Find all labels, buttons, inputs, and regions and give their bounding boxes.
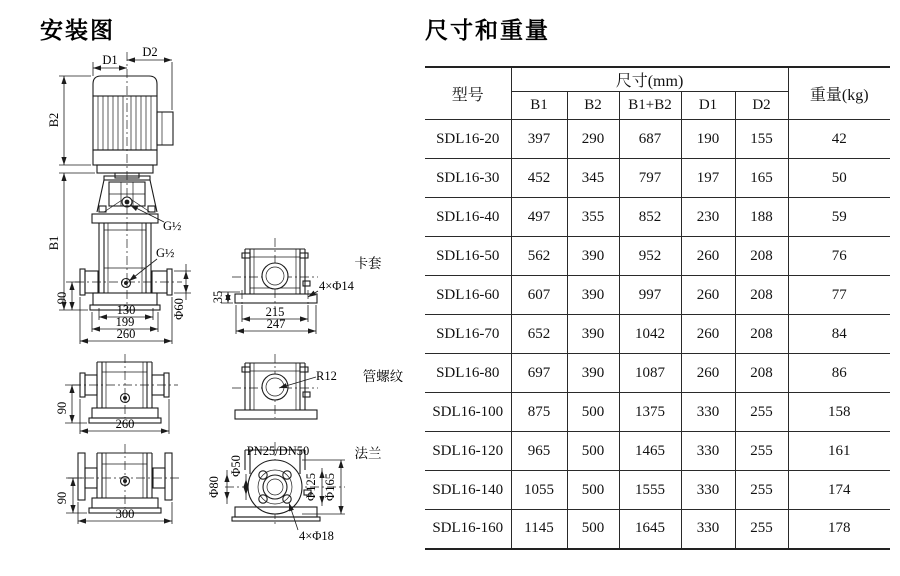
value-cell: 1055 (511, 471, 567, 510)
table-row (425, 315, 890, 354)
value-cell: 197 (681, 159, 735, 198)
value-cell: 397 (511, 120, 567, 159)
clamp-connection-view (211, 238, 382, 334)
value-cell: 190 (681, 120, 735, 159)
model-cell: SDL16-120 (425, 432, 511, 471)
dim-247-label: 247 (266, 317, 286, 331)
value-cell: 208 (735, 315, 788, 354)
flange-pn-label: PN25/DN50 (246, 444, 310, 458)
model-cell: SDL16-100 (425, 393, 511, 432)
value-cell: 390 (567, 315, 619, 354)
dim-35-label: 35 (211, 290, 225, 304)
col-header-d1: D1 (681, 92, 735, 120)
value-cell: 255 (735, 510, 788, 549)
dim-90-bottom-label: 90 (55, 491, 69, 505)
value-cell: 86 (788, 354, 890, 393)
col-header-b1b2: B1+B2 (619, 92, 681, 120)
value-cell: 562 (511, 237, 567, 276)
dim-260-front-label: 260 (116, 327, 136, 341)
col-header-b1: B1 (511, 92, 567, 120)
value-cell: 952 (619, 237, 681, 276)
col-header-weight: 重量(kg) (788, 67, 890, 120)
value-cell: 330 (681, 393, 735, 432)
value-cell: 50 (788, 159, 890, 198)
value-cell: 852 (619, 198, 681, 237)
value-cell: 255 (735, 393, 788, 432)
value-cell: 345 (567, 159, 619, 198)
thread-connection-view (232, 354, 404, 419)
holes-4x14-label: 4×Φ14 (319, 279, 354, 293)
table-row (425, 276, 890, 315)
g-half-top-label: G½ (163, 219, 182, 233)
holes-4x18-label: 4×Φ18 (299, 529, 334, 543)
dim-phi60-label: Φ60 (172, 298, 186, 320)
value-cell: 155 (735, 120, 788, 159)
dim-d1-label: D1 (102, 53, 118, 67)
value-cell: 997 (619, 276, 681, 315)
value-cell: 260 (681, 276, 735, 315)
value-cell: 330 (681, 471, 735, 510)
value-cell: 1375 (619, 393, 681, 432)
clamp-label: 卡套 (354, 256, 382, 271)
value-cell: 165 (735, 159, 788, 198)
dim-215-label: 215 (265, 305, 285, 319)
value-cell: 652 (511, 315, 567, 354)
model-cell: SDL16-160 (425, 510, 511, 549)
dim-phi165-label: Φ165 (323, 473, 337, 501)
dim-199-label: 199 (115, 315, 135, 329)
model-cell: SDL16-70 (425, 315, 511, 354)
value-cell: 330 (681, 432, 735, 471)
dim-90-front-label: 90 (55, 291, 69, 305)
value-cell: 1145 (511, 510, 567, 549)
value-cell: 330 (681, 510, 735, 549)
value-cell: 76 (788, 237, 890, 276)
value-cell: 1465 (619, 432, 681, 471)
value-cell: 208 (735, 354, 788, 393)
value-cell: 607 (511, 276, 567, 315)
dimensions-weight-title: 尺寸和重量 (425, 18, 550, 44)
dim-b2-label: B2 (47, 112, 61, 128)
value-cell: 230 (681, 198, 735, 237)
value-cell: 260 (681, 237, 735, 276)
table-row (425, 432, 890, 471)
value-cell: 1645 (619, 510, 681, 549)
spec-table (425, 66, 890, 550)
value-cell: 208 (735, 237, 788, 276)
value-cell: 687 (619, 120, 681, 159)
col-header-b2: B2 (567, 92, 619, 120)
table-row (425, 120, 890, 159)
col-header-dim-group: 尺寸(mm) (511, 67, 788, 92)
model-cell: SDL16-50 (425, 237, 511, 276)
installation-diagram-title: 安装图 (40, 18, 115, 44)
value-cell: 390 (567, 354, 619, 393)
flange-connection-view (207, 442, 382, 543)
model-cell: SDL16-30 (425, 159, 511, 198)
value-cell: 178 (788, 510, 890, 549)
dim-d2-label: D2 (142, 45, 158, 59)
value-cell: 158 (788, 393, 890, 432)
g-half-bottom-label: G½ (156, 246, 175, 260)
model-cell: SDL16-20 (425, 120, 511, 159)
thread-label: 管螺纹 (362, 369, 404, 384)
value-cell: 500 (567, 471, 619, 510)
dim-300-label: 300 (115, 507, 135, 521)
model-cell: SDL16-80 (425, 354, 511, 393)
value-cell: 500 (567, 432, 619, 471)
table-row (425, 237, 890, 276)
table-row (425, 198, 890, 237)
value-cell: 500 (567, 393, 619, 432)
value-cell: 59 (788, 198, 890, 237)
value-cell: 188 (735, 198, 788, 237)
thread-r12-label: R12 (316, 369, 337, 383)
value-cell: 355 (567, 198, 619, 237)
base-view-bottom (55, 444, 182, 524)
dim-90-mid-label: 90 (55, 401, 69, 415)
value-cell: 161 (788, 432, 890, 471)
front-view (47, 45, 191, 344)
value-cell: 452 (511, 159, 567, 198)
value-cell: 290 (567, 120, 619, 159)
table-row (425, 159, 890, 198)
value-cell: 500 (567, 510, 619, 549)
value-cell: 875 (511, 393, 567, 432)
value-cell: 77 (788, 276, 890, 315)
model-cell: SDL16-40 (425, 198, 511, 237)
base-view-mid (55, 354, 178, 434)
flange-label: 法兰 (354, 446, 382, 461)
value-cell: 255 (735, 471, 788, 510)
value-cell: 260 (681, 354, 735, 393)
value-cell: 1087 (619, 354, 681, 393)
value-cell: 84 (788, 315, 890, 354)
value-cell: 1042 (619, 315, 681, 354)
installation-diagram (0, 0, 420, 576)
col-header-model: 型号 (425, 67, 511, 120)
value-cell: 208 (735, 276, 788, 315)
value-cell: 255 (735, 432, 788, 471)
value-cell: 797 (619, 159, 681, 198)
table-row (425, 393, 890, 432)
dim-130-label: 130 (116, 303, 136, 317)
table-row (425, 510, 890, 549)
value-cell: 260 (681, 315, 735, 354)
col-header-d2: D2 (735, 92, 788, 120)
value-cell: 497 (511, 198, 567, 237)
dim-phi125-label: Φ125 (304, 473, 318, 501)
model-cell: SDL16-140 (425, 471, 511, 510)
model-cell: SDL16-60 (425, 276, 511, 315)
value-cell: 390 (567, 276, 619, 315)
table-row (425, 471, 890, 510)
value-cell: 965 (511, 432, 567, 471)
dim-phi50-label: Φ50 (229, 455, 243, 477)
value-cell: 390 (567, 237, 619, 276)
dim-phi80-label: Φ80 (207, 476, 221, 498)
dim-b1-label: B1 (47, 235, 61, 251)
table-row (425, 354, 890, 393)
value-cell: 174 (788, 471, 890, 510)
dim-260-mid-label: 260 (115, 417, 135, 431)
value-cell: 697 (511, 354, 567, 393)
value-cell: 42 (788, 120, 890, 159)
value-cell: 1555 (619, 471, 681, 510)
